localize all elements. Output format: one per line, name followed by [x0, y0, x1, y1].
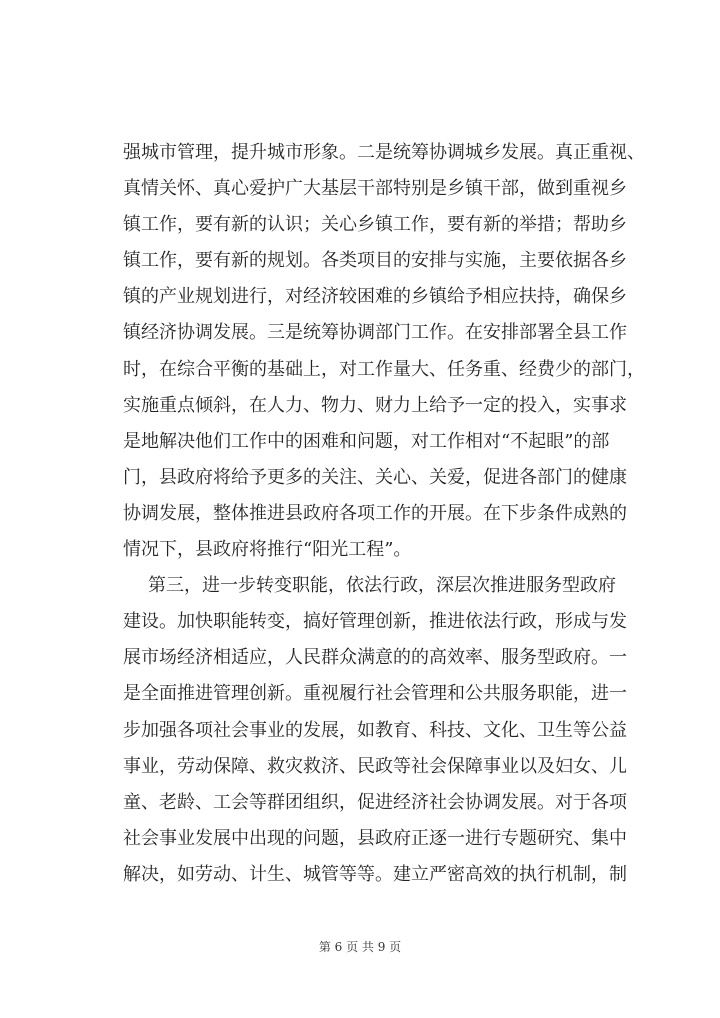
text-line: 真情关怀、真心爱护广大基层干部特别是乡镇干部，做到重视乡 [123, 178, 627, 200]
text-line: 时，在综合平衡的基础上，对工作量大、任务重、经费少的部门， [123, 358, 645, 380]
text-line: 事业，劳动保障、救灾救济、民政等社会保障事业以及妇女、儿 [123, 755, 627, 777]
page-number: 第 6 页 共 9 页 [318, 940, 402, 954]
text-line: 是地解决他们工作中的困难和问题，对工作相对“不起眼”的部 [123, 430, 610, 452]
text-line: 第三，进一步转变职能，依法行政，深层次推进服务型政府 [148, 575, 616, 597]
text-line: 强城市管理，提升城市形象。二是统筹协调城乡发展。真正重视、 [123, 142, 645, 163]
text-line: 展市场经济相适应，人民群众满意的的高效率、服务型政府。一 [123, 647, 627, 669]
text-line: 是全面推进管理创新。重视履行社会管理和公共服务职能，进一 [123, 683, 627, 705]
text-line: 实施重点倾斜，在人力、物力、财力上给予一定的投入，实事求 [123, 394, 627, 416]
text-line: 镇工作，要有新的规划。各类项目的安排与实施，主要依据各乡 [123, 250, 627, 272]
paragraph-1 [123, 135, 645, 568]
text-line: 步加强各项社会事业的发展，如教育、科技、文化、卫生等公益 [123, 719, 627, 741]
text-line: 建设。加快职能转变，搞好管理创新，推进依法行政，形成与发 [123, 611, 627, 633]
text-line: 镇工作，要有新的认识；关心乡镇工作，要有新的举措；帮助乡 [123, 214, 627, 236]
text-line: 协调发展，整体推进县政府各项工作的开展。在下步条件成熟的 [123, 502, 627, 524]
text-line: 情况下，县政府将推行“阳光工程”。 [123, 539, 412, 561]
text-line: 镇的产业规划进行，对经济较困难的乡镇给予相应扶持，确保乡 [123, 286, 627, 308]
text-line: 童、老龄、工会等群团组织，促进经济社会协调发展。对于各项 [123, 791, 627, 813]
text-line: 门，县政府将给予更多的关注、关心、关爱，促进各部门的健康 [123, 466, 627, 488]
paragraph-2 [123, 568, 627, 893]
text-line: 镇经济协调发展。三是统筹协调部门工作。在安排部署全县工作 [123, 322, 627, 344]
text-line: 社会事业发展中出现的问题，县政府正逐一进行专题研究、集中 [123, 827, 627, 849]
text-line: 解决，如劳动、计生、城管等等。建立严密高效的执行机制，制 [123, 863, 627, 885]
document-body [123, 135, 645, 893]
